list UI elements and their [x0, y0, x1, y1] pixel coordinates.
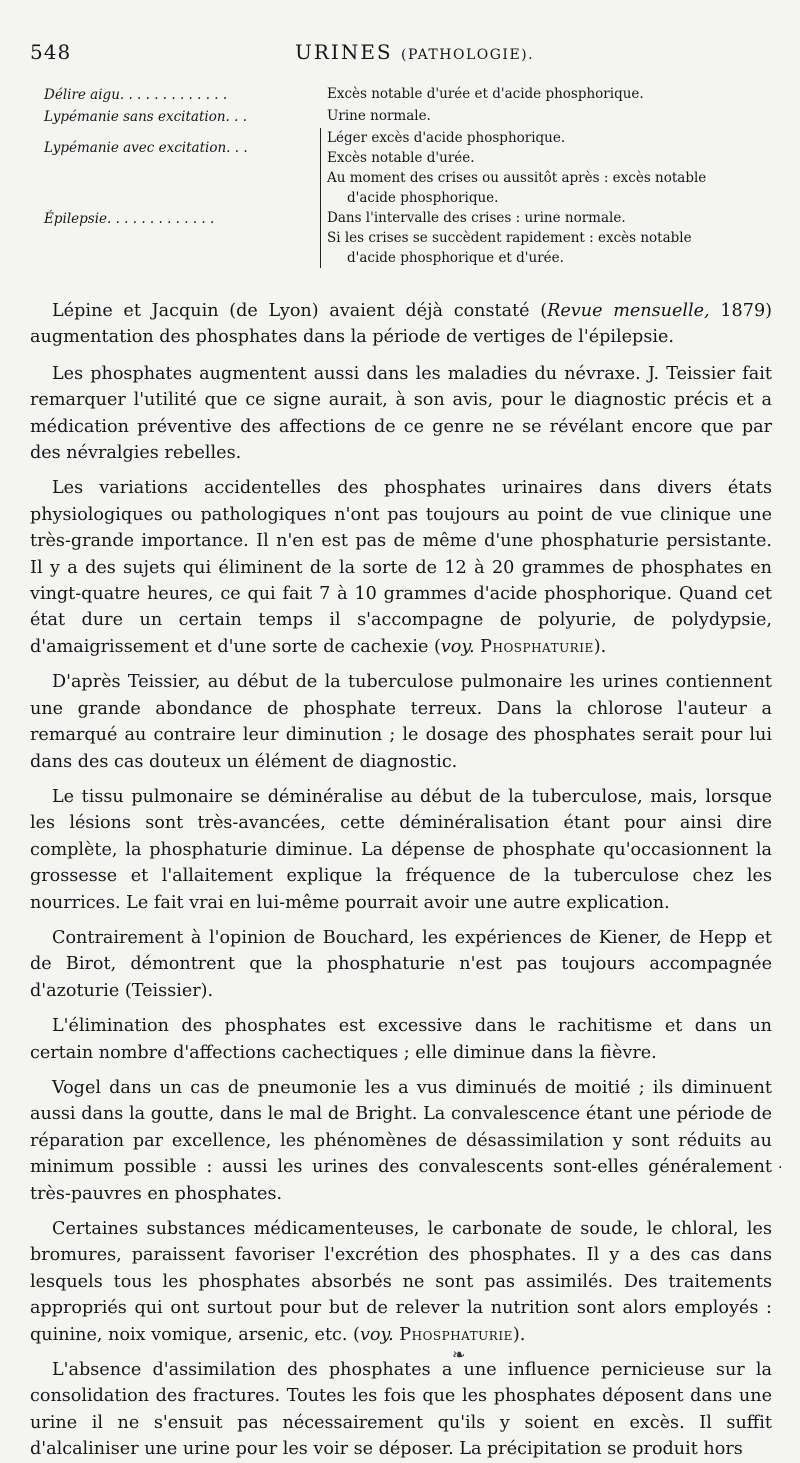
state-value: Excès notable d'urée et d'acide phosphorique. — [327, 86, 644, 102]
journal-title: Revue mensuelle, — [547, 301, 710, 321]
state-values — [318, 106, 772, 126]
state-value: Au moment des crises ou aussitôt après : excès notable — [327, 170, 707, 186]
running-title-main: URINES — [295, 40, 393, 64]
paragraph: Vogel dans un cas de pneumonie les a vus diminués de moitié ; ils diminuent aussi dans la goutte, dans le mal de Bright. La convalescence étant une période de réparation par excellence, les phénomènes de désassimilation y sont réduits au minimum possible : aussi les urines des convalescents sont-elles généralement très-pauvres en phosphates. — [30, 1077, 772, 1204]
states-table — [30, 84, 772, 268]
body-text — [30, 298, 772, 1463]
running-title-sub: (PATHOLOGIE). — [400, 47, 535, 63]
ornament-icon: ❧ — [452, 1345, 466, 1364]
state-value: Excès notable d'urée. — [327, 150, 475, 166]
paragraph: D'après Teissier, au début de la tuberculose pulmonaire les urines contiennent une grande abondance de phosphate terreux. Dans la chlorose l'auteur a remarqué au contraire leur diminution ; le dosage des phosphates serait pour lui dans des cas douteux un élément de diagnostic. — [30, 672, 772, 772]
state-label: Épilepsie. . . . . . . . . . . . . — [44, 211, 215, 227]
state-values — [318, 84, 772, 104]
cross-reference-term: Phosphaturie — [480, 636, 594, 657]
state-row-lypemanie-avec — [30, 128, 772, 168]
cross-reference: voy. — [440, 636, 475, 657]
state-values — [320, 168, 772, 268]
running-header — [30, 40, 772, 76]
paragraph — [30, 298, 772, 351]
text: Certaines substances médicamenteuses, le carbonate de soude, le chloral, les bromures, paraissent favoriser l'excrétion des phosphates. Il y a des cas dans lesquels tous les phosphates absorbés ne sont pas assimilés. Des traitements appropriés qui ont surtout pour but de relever la nutrition sont alors employés : quinine, noix vomique, arsenic, etc. ( — [30, 1219, 772, 1345]
paragraph: Contrairement à l'opinion de Bouchard, les expériences de Kiener, de Hepp et de Birot, démontrent que la phosphaturie n'est pas toujours accompagnée d'azoturie (Teissier). — [30, 927, 772, 1001]
state-value: d'acide phosphorique et d'urée. — [347, 250, 564, 266]
paragraph: Les phosphates augmentent aussi dans les maladies du névraxe. J. Teissier fait remarquer l'utilité que ce signe aurait, à son avis, pour le diagnostic précis et a médication préventive des affections de ce genre ne se révélant encore que par des névralgies rebelles. — [30, 363, 772, 464]
state-label: Lypémanie avec excitation. . . — [44, 140, 248, 156]
state-value: Léger excès d'acide phosphorique. — [327, 130, 566, 146]
state-label: Délire aigu. . . . . . . . . . . . . — [44, 87, 228, 103]
state-label: Lypémanie sans excitation. . . — [44, 109, 247, 125]
state-value: d'acide phosphorique. — [347, 190, 499, 206]
state-value: Urine normale. — [327, 108, 431, 124]
paragraph: Le tissu pulmonaire se déminéralise au début de la tuberculose, mais, lorsque les lésions sont très-avancées, cette déminéralisation étant pour ainsi dire complète, la phosphaturie diminue. La dépense de phosphate qu'occasionnent la grossesse et l'allaitement explique la fréquence de la tuberculose chez les nourrices. Le fait vrai en lui-même pourrait avoir une autre explication. — [30, 786, 772, 913]
text: Lépine et Jacquin (de Lyon) avaient déjà constaté ( — [52, 301, 548, 321]
paragraph: L'élimination des phosphates est excessive dans le rachitisme et dans un certain nombre d'affections cachectiques ; elle diminue dans la fièvre. — [30, 1016, 772, 1063]
state-row-delire — [30, 84, 772, 106]
state-row-lypemanie-sans — [30, 106, 772, 128]
paragraph — [30, 475, 772, 660]
page — [30, 40, 773, 1460]
paragraph: L'absence d'assimilation des phosphates a une influence pernicieuse sur la consolidation des fractures. Toutes les fois que les phosphates déposent dans une urine il ne s'ensuit pas nécessairement qu'ils y soient en excès. Il suffit d'alcaliniser une urine pour les voir se déposer. La précipitation se produit hors — [30, 1360, 772, 1460]
running-title — [295, 40, 534, 64]
cross-reference: voy. — [359, 1324, 394, 1345]
state-values — [320, 128, 772, 168]
state-row-epilepsie — [30, 168, 772, 268]
margin-mark: · — [778, 1160, 783, 1176]
text: ). — [512, 1324, 526, 1345]
cross-reference-term: Phosphaturie — [399, 1324, 513, 1345]
state-value: Si les crises se succèdent rapidement : excès notable — [327, 230, 692, 246]
page-number: 548 — [30, 40, 72, 64]
text: ). — [593, 636, 607, 657]
paragraph — [30, 1216, 772, 1348]
text: 1879) augmentation des phosphates dans la période de vertiges de l'épilepsie. — [30, 301, 773, 348]
text: Les variations accidentelles des phosphates urinaires dans divers états physiologiques ou pathologiques n'ont pas toujours au point de vue clinique une très-grande importance. Il n'en est pas de même d'une phosphaturie persistante. Il y a des sujets qui éliminent de la sorte de 12 à 20 grammes de phosphates en vingt-quatre heures, ce qui fait 7 à 10 grammes d'acide phosphorique. Quand cet état dure un certain temps il s'accompagne de polyurie, de polydypsie, d'amaigrissement et d'une sorte de cachexie ( — [30, 478, 772, 657]
state-value: Dans l'intervalle des crises : urine normale. — [327, 210, 626, 226]
